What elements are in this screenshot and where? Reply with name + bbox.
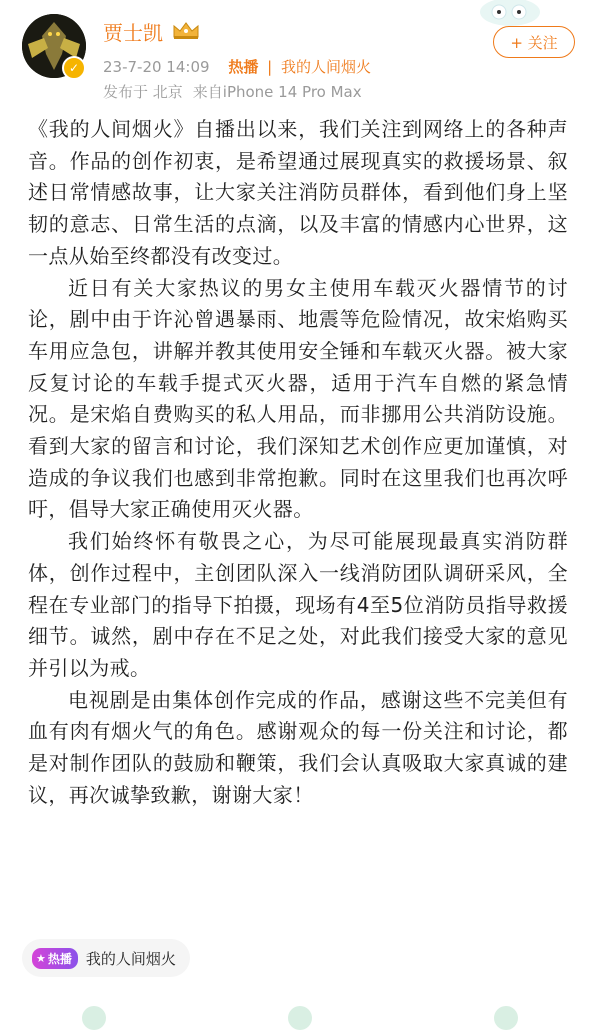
hot-star-icon: ★	[36, 951, 46, 965]
hot-label[interactable]: 热播	[228, 58, 259, 76]
username[interactable]: 贾士凯	[103, 21, 163, 45]
comment-icon[interactable]	[288, 1006, 312, 1030]
post-paragraph-2: 近日有关大家热议的男女主使用车载灭火器情节的讨论，剧中由于许沁曾遇暴雨、地震等危险情况，故宋焰购买车用应急包，讲解并教其使用安全锤和车载灭火器。被大家反复讨论的车载手提式灭火器，适用于汽车自燃的紧急情况。是宋焰自费购买的私人用品，而非挪用公共消防设施。看到大家的留言和讨论，我们深知艺术创作应更加谨慎，对造成的争议我们也感到非常抱歉。同时在这里我们也再次呼吁，倡导大家正确使用灭火器。	[28, 275, 568, 522]
hot-tag	[32, 948, 78, 969]
action-bar	[0, 1006, 600, 1020]
post-source	[103, 81, 362, 102]
like-icon[interactable]	[494, 1006, 518, 1030]
crown-icon	[171, 19, 201, 41]
verified-icon: ✓	[62, 56, 86, 80]
post-location: 发布于 北京	[103, 83, 183, 101]
post-paragraph-4: 电视剧是由集体创作完成的作品，感谢这些不完美但有血有肉有烟火气的角色。感谢观众的每一份关注和讨论，都是对制作团队的鼓励和鞭策，我们会认真吸取大家真诚的建议，再次诚挚致歉，谢谢大家！	[28, 687, 568, 807]
post-timestamp: 23-7-20 14:09	[103, 58, 210, 76]
topic-chip-label: 我的人间烟火	[85, 949, 176, 968]
meta-topic-link[interactable]: 我的人间烟火	[280, 58, 371, 76]
post-body	[28, 114, 568, 811]
post-meta	[103, 56, 371, 77]
post-paragraph-1: 《我的人间烟火》自播出以来，我们关注到网络上的各种声音。作品的创作初衷，是希望通过展现真实的救援场景、叙述日常情感故事，让大家关注消防员群体，看到他们身上坚韧的意志、日常生活的点滴，以及丰富的情感内心世界，这一点从始至终都没有改变过。	[28, 117, 568, 268]
share-icon[interactable]	[82, 1006, 106, 1030]
follow-button[interactable]: + 关注	[493, 26, 575, 58]
hot-tag-label: 热播	[47, 951, 72, 966]
post-paragraph-3: 我们始终怀有敬畏之心，为尽可能展现最真实消防群体，创作过程中，主创团队深入一线消防团队调研采风，全程在专业部门的指导下拍摄，现场有4至5位消防员指导救援细节。诚然，剧中存在不足之处，对此我们接受大家的意见并引以为戒。	[28, 529, 568, 680]
meta-separator: |	[267, 58, 273, 76]
post-device: 来自iPhone 14 Pro Max	[192, 83, 362, 101]
topic-chip[interactable]	[22, 939, 190, 977]
